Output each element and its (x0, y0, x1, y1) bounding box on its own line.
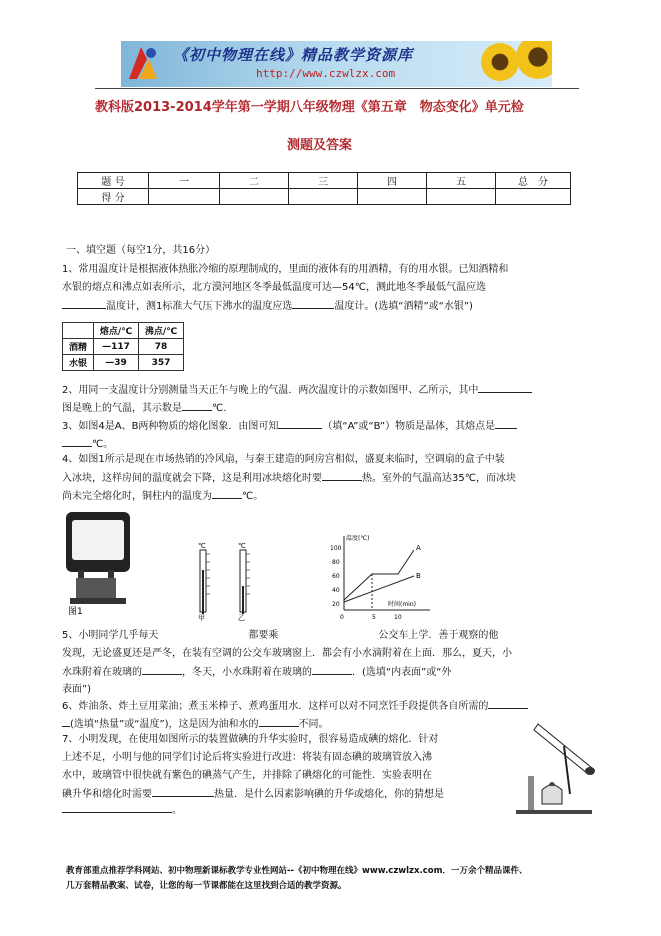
q2-line (62, 398, 226, 418)
q2-text: ℃. (212, 403, 227, 414)
score-input[interactable] (149, 189, 220, 205)
fig1-label: 图1 (68, 607, 83, 617)
q1-text: 温度计。(选填“酒精”或“水银”) (334, 301, 473, 312)
table-cell: 357 (139, 355, 184, 371)
score-cell: 五 (427, 173, 496, 189)
curve-b (344, 576, 414, 602)
graph-ylabel: 温度(℃) (346, 535, 370, 542)
q4-line (62, 486, 263, 506)
answer-blank[interactable] (62, 296, 106, 309)
q1-text: 温度计，测1标准大气压下沸水的温度应选 (106, 301, 293, 312)
answer-blank[interactable] (478, 380, 532, 393)
score-cell: 题 号 (78, 173, 149, 189)
q2-line (62, 380, 532, 400)
score-cell: 三 (289, 173, 358, 189)
air-cooler-fan-figure (62, 508, 138, 618)
header-rule (95, 88, 579, 89)
footer-line: 教育部重点推荐学科网站、初中物理新课标教学专业性网站--《初中物理在线》www.czwlzx.com．一万余个精品课件、 (66, 866, 528, 876)
q1-line: 水银的熔点和沸点如表所示，北方漠河地区冬季最低温度可达—54℃，测此地冬季最低气温应选 (62, 282, 486, 293)
graph-xlabel: 时间(min) (388, 601, 416, 608)
banner-url[interactable]: http://www.czwlzx.com (256, 67, 396, 80)
q4-line: 4、如图1所示是现在市场热销的冷风扇，与秦王建造的阿房宫相似，盛夏来临时，空调扇的盒子中装 (62, 454, 505, 465)
thermometer-unit: ℃ (238, 542, 246, 550)
q5-line: 表面”) (62, 684, 92, 695)
q4-text: 入冰块，这样房间的温度就会下降，这是利用冰块熔化时要 (62, 473, 322, 484)
graph-xtick: 10 (394, 614, 402, 621)
score-value-row (78, 189, 571, 205)
answer-blank[interactable] (312, 662, 352, 675)
table-header: 熔点/℃ (94, 323, 139, 339)
q5-text: 都要乘 (248, 630, 279, 641)
melting-boiling-table (62, 322, 184, 371)
q5-text: 公交车上学．善于观察的他 (378, 630, 499, 641)
document-title-cont: 测题及答案 (287, 138, 353, 153)
q3-line (62, 416, 517, 436)
score-input[interactable] (496, 189, 571, 205)
q7-line: 水中，玻璃管中很快就有紫色的碘蒸气产生，并排除了碘熔化的可能性．实验表明在 (62, 770, 432, 781)
q4-text: 热。室外的气温高达35℃，而冰块 (362, 473, 516, 484)
table-cell: —117 (94, 339, 139, 355)
answer-blank[interactable] (62, 800, 172, 813)
answer-blank[interactable] (152, 784, 214, 797)
table-header: 沸点/℃ (139, 323, 184, 339)
score-cell: 得 分 (78, 189, 149, 205)
q3-text: 3、如图4是A、B两种物质的熔化图象．由图可知 (62, 421, 279, 432)
curve-b-label: B (416, 572, 421, 580)
table-header (63, 323, 94, 339)
graph-ytick: 60 (332, 573, 340, 580)
q5-line: 发现，无论盛夏还是严冬，在装有空调的公交车玻璃窗上．都会有小水滴附着在上面．那么，夏天，小 (62, 648, 512, 659)
q5-line (62, 626, 498, 645)
section-heading: 一、填空题（每空1分，共16分） (66, 245, 216, 256)
logo-icon (125, 45, 159, 81)
answer-blank[interactable] (212, 486, 242, 499)
q1-line: 1、常用温度计是根据液体热胀冷缩的原理制成的，里面的液体有的用酒精，有的用水银。已知酒精和 (62, 264, 509, 275)
table-cell: 酒精 (63, 339, 94, 355)
q7-text: 热量．是什么因素影响碘的升华或熔化，你的猜想是 (214, 789, 444, 800)
q3-text: （填“A”或“B”）物质是晶体，其熔点是 (322, 421, 496, 432)
q2-text: 2、用同一支温度计分别测量当天正午与晚上的气温．两次温度计的示数如图甲、乙所示，其中 (62, 385, 479, 396)
q3-text: ℃。 (92, 439, 114, 450)
q5-text: ，冬天，小水珠附着在玻璃的 (182, 667, 312, 678)
q7-line: 上述不足，小明与他的同学们讨论后将实验进行改进：将装有固态碘的玻璃管放入沸 (62, 752, 432, 763)
score-header-row (78, 173, 571, 189)
curve-a-label: A (416, 544, 421, 552)
thermometer-label: 甲 (198, 614, 205, 622)
q5-text: 水珠附着在玻璃的 (62, 667, 142, 678)
q4-text: 尚未完全熔化时，铜柱内的温度为 (62, 491, 212, 502)
banner-title: 《初中物理在线》精品教学资源库 (173, 46, 414, 64)
answer-blank[interactable] (278, 416, 322, 429)
table-cell: 水银 (63, 355, 94, 371)
thermometer-label: 乙 (238, 614, 245, 622)
curve-a (344, 550, 414, 600)
thermometer-unit: ℃ (198, 542, 206, 550)
score-input[interactable] (220, 189, 289, 205)
q7-text: 碘升华和熔化时需要 (62, 789, 152, 800)
table-row (63, 339, 184, 355)
sunflower-image (516, 41, 552, 79)
answer-blank[interactable] (259, 714, 299, 727)
graph-ytick: 80 (332, 559, 340, 566)
answer-blank[interactable] (62, 714, 70, 727)
q5-text: ．(选填“内表面”或“外 (352, 667, 452, 678)
table-cell: 78 (139, 339, 184, 355)
iodine-apparatus-figure (508, 716, 600, 818)
score-cell: 四 (358, 173, 427, 189)
q6-text: (选填“热量”或“温度”)，这是因为油和水的 (70, 719, 259, 730)
q6-text: 6、炸油条、炸土豆用菜油；煮玉米棒子、煮鸡蛋用水．这样可以对不同烹饪手段提供各自所需的 (62, 701, 489, 712)
q2-text: 图是晚上的气温，其示数是 (62, 403, 182, 414)
melting-graph-figure (324, 530, 434, 622)
q6-text: 不同。 (298, 719, 329, 730)
score-input[interactable] (289, 189, 358, 205)
thermometers-figure (180, 540, 270, 622)
graph-ytick: 20 (332, 601, 340, 608)
score-cell: 一 (149, 173, 220, 189)
score-table (77, 172, 571, 205)
q4-text: ℃。 (242, 491, 264, 502)
answer-blank[interactable] (142, 662, 182, 675)
q7-line: 7、小明发现，在使用如图所示的装置做碘的升华实验时，很容易造成碘的熔化．针对 (62, 734, 439, 745)
q4-line (62, 468, 516, 488)
score-cell: 总 分 (496, 173, 571, 189)
footer-line: 几万套精品教案、试卷，让您的每一节课都能在这里找到合适的教学资源。 (66, 881, 347, 891)
q7-text: 。 (172, 805, 182, 816)
q7-line (62, 800, 182, 820)
score-input[interactable] (358, 189, 427, 205)
graph-xtick: 5 (372, 614, 376, 621)
q5-line (62, 662, 451, 682)
table-cell: —39 (94, 355, 139, 371)
header-banner (121, 41, 552, 87)
graph-xtick: 0 (340, 614, 344, 621)
page-footer (66, 864, 606, 894)
answer-blank[interactable] (182, 398, 212, 411)
q6-line (62, 696, 528, 716)
answer-blank[interactable] (62, 434, 92, 447)
table-row (63, 355, 184, 371)
answer-blank[interactable] (495, 416, 517, 429)
sunflower-image (481, 43, 519, 81)
answer-blank[interactable] (488, 696, 528, 709)
score-input[interactable] (427, 189, 496, 205)
document-title: 教科版2013-2014学年第一学期八年级物理《第五章 物态变化》单元检 (95, 100, 524, 115)
answer-blank[interactable] (322, 468, 362, 481)
q5-text: 5、小明同学几乎每天 (62, 630, 159, 641)
score-cell: 二 (220, 173, 289, 189)
graph-ytick: 100 (330, 545, 342, 552)
q1-line (62, 296, 473, 316)
answer-blank[interactable] (292, 296, 334, 309)
graph-ytick: 40 (332, 587, 340, 594)
